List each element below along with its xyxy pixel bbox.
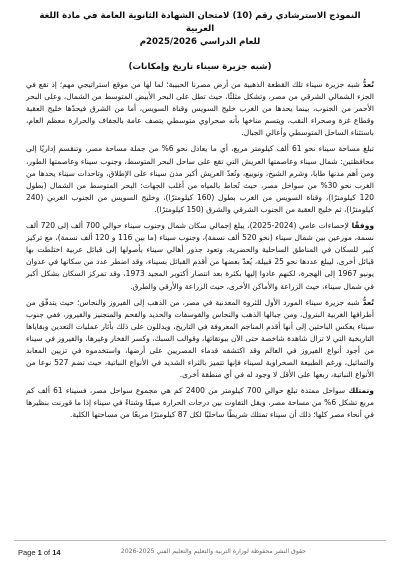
page-total: 14 <box>52 548 61 557</box>
passage-title: (شبه جزيرة سيناء تاريخ وإمكانات) <box>128 62 272 72</box>
paragraph-lead: تُعدُّ <box>362 80 374 89</box>
paragraph-text: شبه جزيرة سيناء المورد الأول للثروة المعدنية في مصر، من الذهب إلى الفيروز والنحاس؛ حيث يتدفّق من أطرافها الغربية البترول، ومن جبالها الذهب والنحاس والفوسفات والحديد والفحم والمنجنيز والفيروز، ففي جنوب سيناء يعكس الباحثين إلى أنها أقدم المناجم المعروفة في التاريخ، ويدللون على ذلك بأثار عمليات التعدين وبقاياها التاريخية التي لا تزال شاهدة شاخصة حتى الآن ببوتقاتها، وقوالب السبك، وكسر الفخار وغيرها، والفيروز في سيناء من أجود أنواع الفيروز في العالم وقد اكتشفه قدماء المصريين على أرضها، واستخدموه في تزيين المعابد والتماثيل، ورغم الطبيعة الصحراوية لسيناء فإنها تتميز بالثراء الشديد في الأنواع النباتية، حيث تضم 527 نوعا من الأنواع النباتية، ربعها على الأقل لا وجود له في أي منطقة أخرى. <box>26 297 375 380</box>
page-current: 1 <box>37 548 42 557</box>
copyright-notice: حقوق النشر محفوظة لوزارة التربية والتعليم والتعليم الفني 2025-2026 <box>120 548 306 555</box>
exam-title: النموذج الاسترشادي رقم (10) لامتحان الشهادة الثانوية العامة في مادة اللغة العربية <box>39 11 361 34</box>
paragraph-text: لإحصاءات عامي (2024-2025)، يبلغ إجمالي سكان شمال وجنوب سيناء حوالي 700 ألف إلى 720 ألف نسمة، موزعين بين شمال سيناء (نحو 520 ألف نسمة)، وجنوب سيناء (ما بين 116 و 120 ألف نسمة)، مع تركيز كبير للسكان في المناطق الساحلية والحضرية، وتعود جذور أهالي سيناء بأصولها إلى قبائل عربية اختلطت بها قبائل أخرى، ليبلغ عددها نحو 25 قبيلة، يُعدّ بعضها من أقدم القبائل بسيناء، وقد اضطر عدد من سكانها في عدوان يونيو 1967 إلى الهجرة، لكنهم عادوا إليها بكثرة بعد انتصار أكتوبر المجيد 1973، وقد تمركز السكان بشكل أكبر في شمال سيناء، حيث الزراعة والأماكن الأخرى، حيث الزراعة والأرقي والطرق. <box>26 221 375 291</box>
paragraph-lead: تُعدُّ <box>362 297 374 307</box>
paragraph-lead: ووفقًا <box>351 221 375 231</box>
paragraph-text: سواحل ممتدة تبلغ حوالي 700 كيلومتر من 2400 كم هي مجموع سواحل مصر، فسيناء 61 ألف كم مربع تشكل 6% من مساحة مصر، ويقل التفاوت بين درجات الحرارة صيفًا وشتاءً في سيناء إذا ما قورنت بنظيرها في أنحاء مصر كلها؛ ذلك أن سيناء تمتلك شريطًا ساحليًا لكل 87 كيلومترًا مربعًا من مساحتها الكلية. <box>26 386 374 420</box>
paragraph <box>26 79 374 139</box>
academic-year: للعام الدراسي 2025/2026م <box>139 37 261 47</box>
paragraph <box>26 143 374 216</box>
exam-header <box>26 10 374 49</box>
paragraph <box>26 297 374 382</box>
page-number <box>18 548 61 557</box>
paragraph-lead: وتمتلك <box>348 386 374 396</box>
page-footer <box>14 540 386 565</box>
paragraph <box>26 220 374 293</box>
paragraph-text: تبلغ مساحة سيناء نحو 61 ألف كيلومتر مربع، أي ما يعادل نحو 6% من جملة مساحة مصر، وتنقسم إداريًا إلى محافظتين: شمال سيناء وعاصمتها العريش التي تقع على ساحل البحر المتوسط، وجنوب سيناء وعاصمتها الطور، ومن أهم مدنها طابا، وشرم الشيخ، ونويبع، وتُعدّ العريش أكبر مدن سيناء على الإطلاق، وتاحدات سيناء يحدها من الغرب نحو 30% من سواحل مصر، حيث تُحاط بالمياه من أغلب الجهات: البحر المتوسط من الشمال (بطول 120 كيلومترًا)، وقناة السويس من الغرب بطول (160 كيلومترًا)، وخليج السويس من الجنوب الغربي (240 كيلومترًا)، ثم خليج العقبة من الجنوب الشرقي والشرق (150 كيلومترًا). <box>26 144 375 214</box>
paragraph-text: شبه جزيرة سيناء تلك القطعة الذهبية من أرض مصرنا الحبيبة؛ لما لها من موقع استراتيجي مهم؛ إذ تقع في الجزء الشمالي الشرقي من مصر، وتشكل مثلثًا، حيث تطل على البحر الأبيض المتوسط من الشمال، وعلى البحر الأحمر من الجنوب، بينما يحدها من الغرب خليج السويس وقناة السويس، أما من الشرق فيحدّها خليج العقبة وقطاع غزة وصحراء النقب، ويتسم مناخها بأنه صحراوي متوسطي يتصف عامة بالجفاف والحرارة معظم العام، باستثناء الساحل المتوسطي وأعالي الجبال. <box>26 80 374 138</box>
passage-body <box>26 79 374 422</box>
page-label: Page <box>18 548 36 557</box>
paragraph <box>26 385 374 421</box>
page-of: of <box>43 548 51 557</box>
